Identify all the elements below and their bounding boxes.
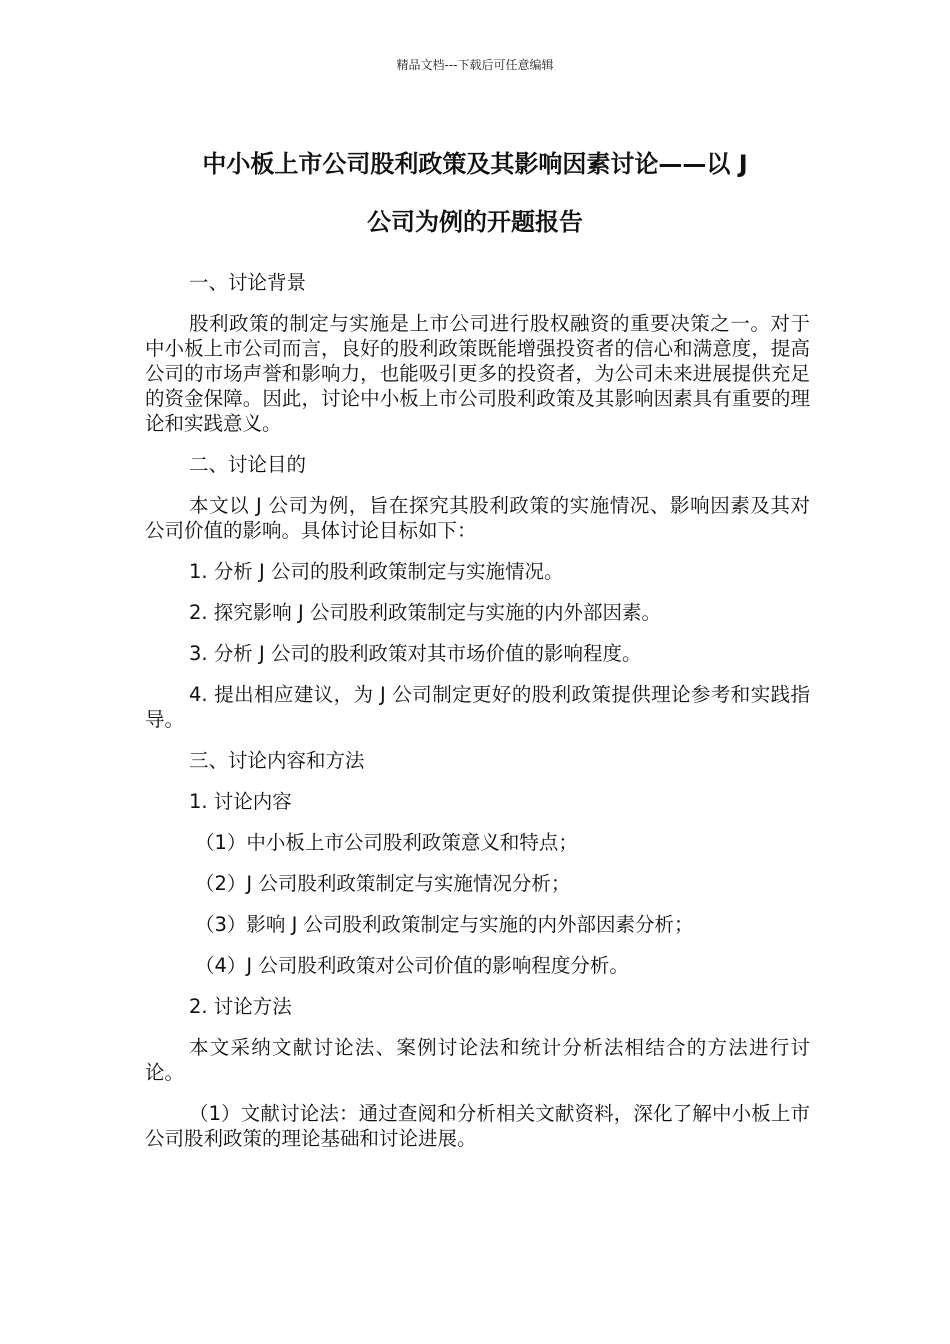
subheading-method: 2. 讨论方法 (189, 995, 292, 1018)
purpose-item-3: 3. 分析 J 公司的股利政策对其市场价值的影响程度。 (189, 642, 642, 665)
paragraph-background: 股利政策的制定与实施是上市公司进行股权融资的重要决策之一。对于中小板上市公司而言，良好的股利政策既能增强投资者的信心和满意度，提高公司的市场声誉和影响力，也能吸引更多的投资者，为公司未来进展提供充足的资金保障。因此，讨论中小板上市公司股利政策及其影响因素具有重要的理论和实践意义。 (145, 312, 810, 435)
content-item-1: （1）中小板上市公司股利政策意义和特点； (195, 831, 578, 854)
method-item-1: （1）文献讨论法：通过查阅和分析相关文献资料，深化了解中小板上市公司股利政策的理论基础和讨论进展。 (145, 1102, 810, 1150)
subheading-content: 1. 讨论内容 (189, 790, 292, 813)
section-heading-content-method: 三、讨论内容和方法 (189, 749, 365, 772)
title-line-2: 公司为例的开题报告 (367, 208, 583, 236)
section-heading-purpose: 二、讨论目的 (189, 453, 307, 476)
paragraph-purpose: 本文以 J 公司为例，旨在探究其股利政策的实施情况、影响因素及其对公司价值的影响。具体讨论目标如下： (145, 494, 810, 542)
content-item-3: （3）影响 J 公司股利政策制定与实施的内外部因素分析； (195, 913, 694, 936)
content-item-2: （2）J 公司股利政策制定与实施情况分析； (195, 872, 571, 895)
document-body (145, 270, 810, 1167)
section-heading-background: 一、讨论背景 (189, 271, 307, 294)
content-item-4: （4）J 公司股利政策对公司价值的影响程度分析。 (195, 954, 629, 977)
purpose-item-1: 1. 分析 J 公司的股利政策制定与实施情况。 (189, 560, 564, 583)
header-note: 精品文档---下载后可任意编辑 (396, 58, 554, 72)
purpose-item-4: 4. 提出相应建议，为 J 公司制定更好的股利政策提供理论参考和实践指导。 (145, 683, 810, 731)
purpose-item-2: 2. 探究影响 J 公司股利政策制定与实施的内外部因素。 (189, 601, 661, 624)
paragraph-method: 本文采纳文献讨论法、案例讨论法和统计分析法相结合的方法进行讨论。 (145, 1036, 810, 1084)
document-title (140, 135, 810, 251)
title-line-1: 中小板上市公司股利政策及其影响因素讨论——以 J (202, 150, 748, 178)
